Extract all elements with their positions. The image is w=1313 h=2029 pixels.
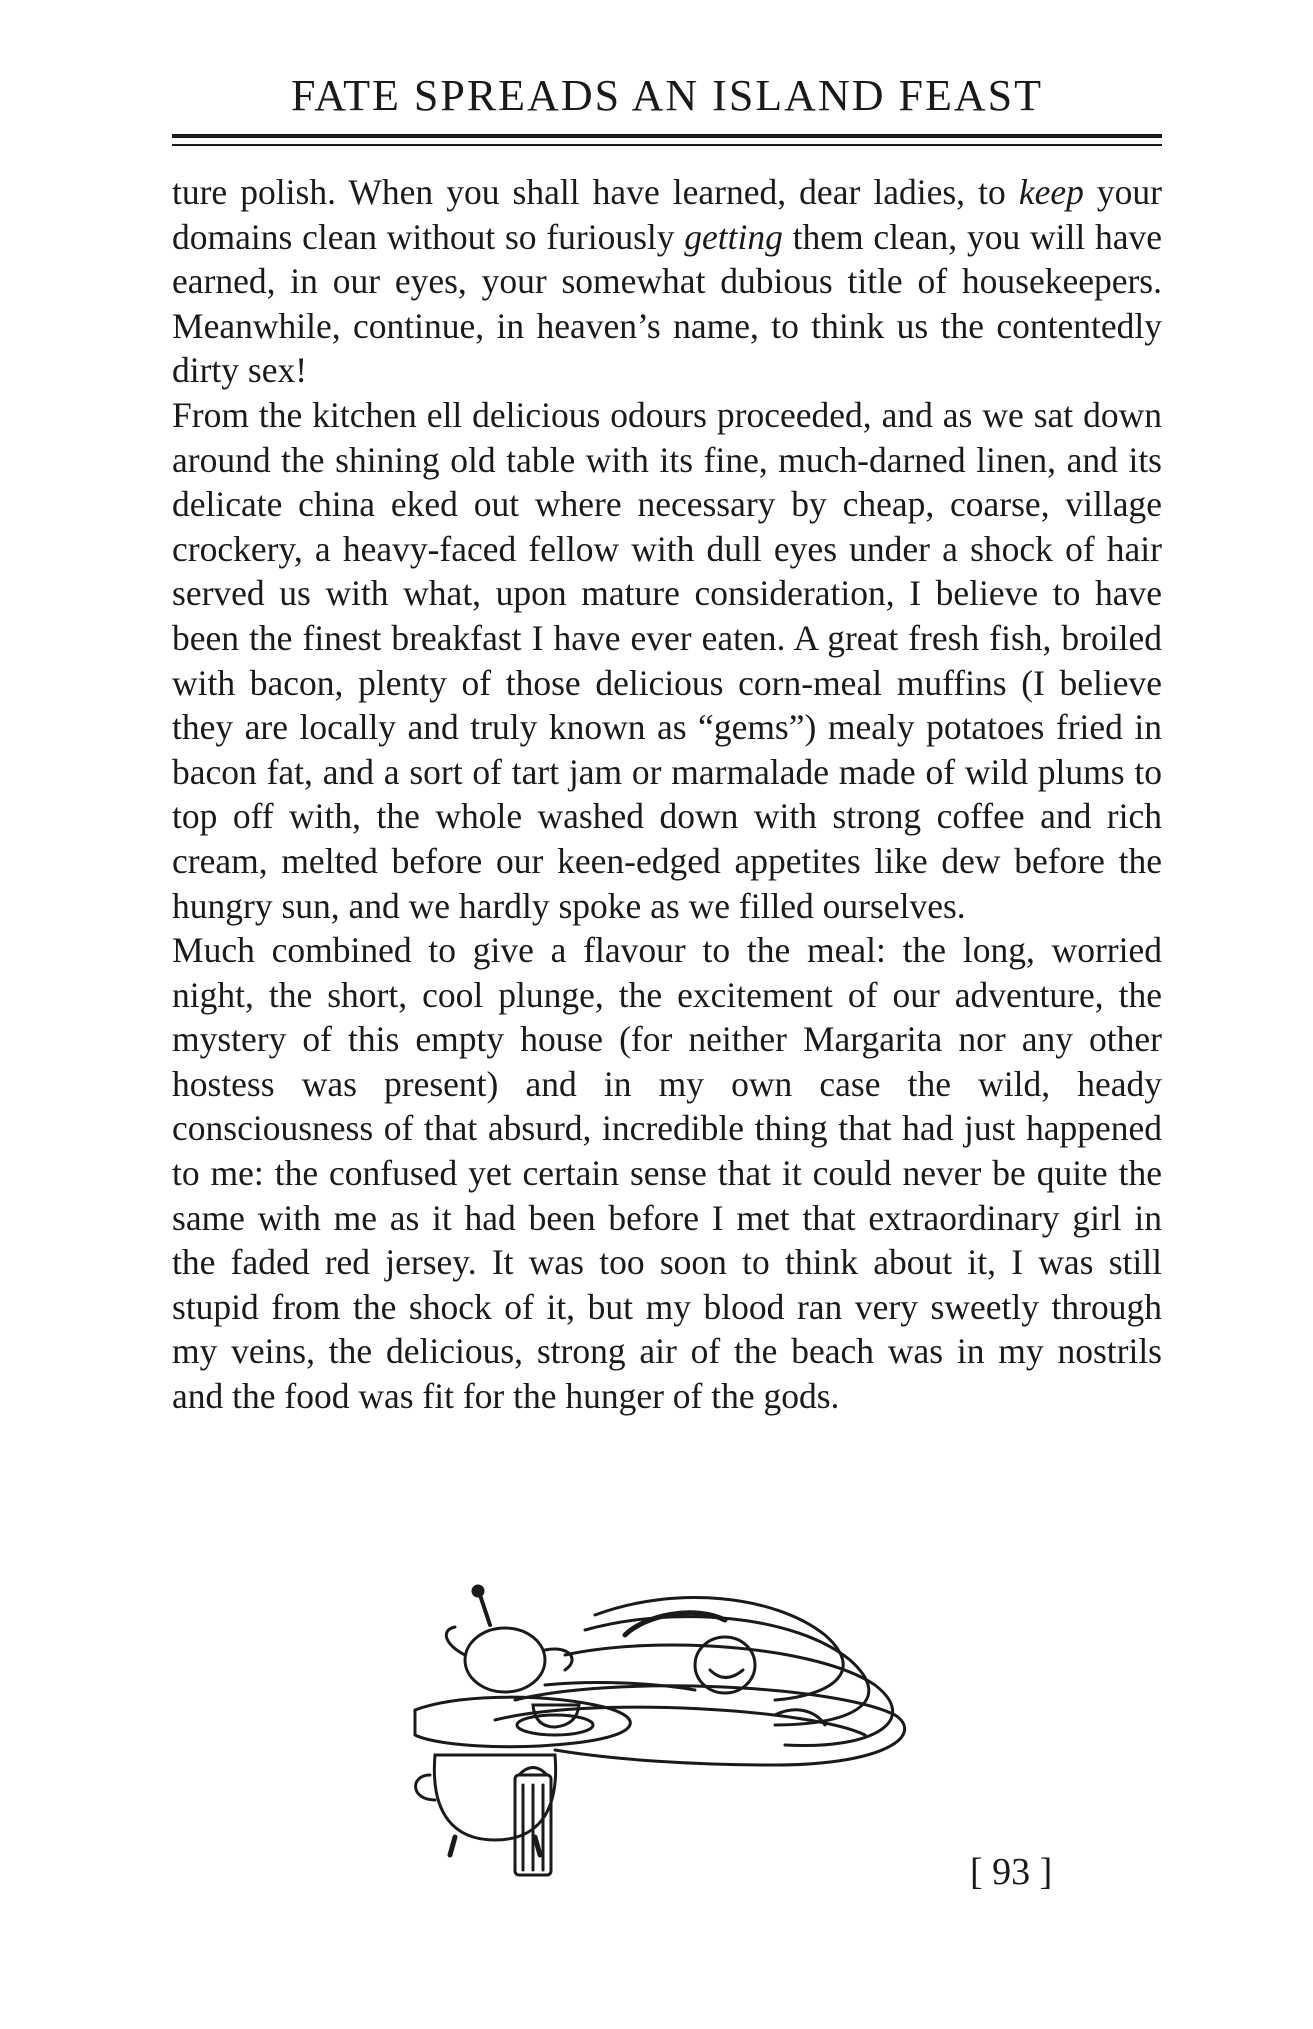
text-run: From the kitchen ell delicious odours proceeded, and as we sat down around the shining old table with its fine, much-darned linen, and its delicate china eked out where necessary by cheap, coarse, village crockery, a heavy-faced fellow with dull eyes under a shock of hair served us with what, upon mature consideration, I believe to have been the finest breakfast I have ever eaten. A great fresh fish, broiled with bacon, plenty of those delicious corn-meal muffins (I believe they are locally and truly known as “gems”) mealy potatoes fried in bacon fat, and a sort of tart jam or marmalade made of wild plums to top off with, the whole washed down with strong coffee and rich cream, melted before our keen-edged appetites like dew before the hungry sun, and we hardly spoke as we filled ourselves. <box>172 394 1162 926</box>
italic-emphasis: keep <box>1018 172 1084 212</box>
italic-emphasis: getting <box>684 216 783 257</box>
header-rule-thick <box>172 134 1162 138</box>
text-run: them clean, you will have earned, in our eyes, your somewhat dubious title of housekeepers. Meanwhile, continue, in heaven’s name, to think us the contentedly dirty sex! <box>172 216 1162 391</box>
paragraph <box>172 928 1162 1419</box>
paragraph <box>172 393 1162 928</box>
header-rule-thin <box>172 144 1162 146</box>
vignette-illustration <box>395 1575 955 1905</box>
text-run: your domains clean without so furiously <box>172 172 1162 257</box>
body-text <box>172 170 1162 1419</box>
page-number: [ 93 ] <box>970 1851 1053 1893</box>
running-head: FATE SPREADS AN ISLAND FEAST <box>291 71 1043 120</box>
paragraph <box>172 170 1162 393</box>
text-run: Much combined to give a flavour to the meal: the long, worried night, the short, cool plunge, the excitement of our adventure, the mystery of this empty house (for neither Margarita nor any other hostess was present) and in my own case the wild, heady consciousness of that absurd, incredible thing that had just happened to me: the confused yet certain sense that it could never be quite the same with me as it had been before I met that extraordinary girl in the faded red jersey. It was too soon to think about it, I was still stupid from the shock of it, but my blood ran very sweetly through my veins, the delicious, strong air of the beach was in my nostrils and the food was fit for the hunger of the gods. <box>172 930 1162 1417</box>
text-run: ture polish. When you shall have learned, dear ladies, to <box>172 172 1019 212</box>
